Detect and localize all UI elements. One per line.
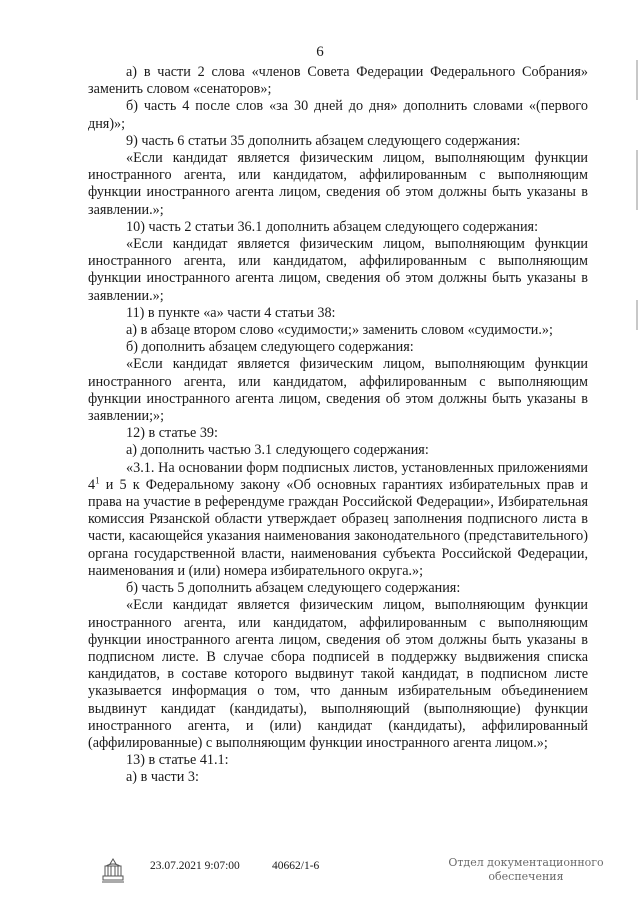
paragraph: 12) в статье 39: (126, 425, 218, 442)
document-body (88, 64, 588, 787)
paragraph: а) дополнить частью 3.1 следующего содержания: (126, 442, 429, 459)
clause-3-1-start: «3.1. На основании форм подписных листов, установленных приложениями 4 (88, 459, 588, 493)
footer-doc-number: 40662/1-6 (272, 860, 320, 872)
paragraph: 13) в статье 41.1: (126, 752, 229, 769)
scan-margin-mark (636, 300, 638, 330)
paragraph-quote: «Если кандидат является физическим лицом, выполняющим функции иностранного агента, или кандидатом, аффилированным с выполняющим функции иностранного агента лицом, сведения об этом должны быть указаны в заявлении.»; (88, 236, 588, 304)
paragraph: 10) часть 2 статьи 36.1 дополнить абзацем следующего содержания: (126, 218, 539, 235)
paragraph: а) в части 3: (126, 769, 199, 786)
paragraph: 11) в пункте «а» части 4 статьи 38: (126, 304, 336, 321)
paragraph: а) в части 2 слова «членов Совета Федерации Федерального Собрания» заменить словом «сенаторов»; (88, 64, 588, 98)
superscript: 1 (95, 475, 100, 486)
paragraph: б) часть 5 дополнить абзацем следующего содержания: (126, 580, 461, 597)
stamp-line: Отдел документационного (448, 856, 604, 869)
scan-margin-mark (636, 60, 638, 100)
scan-margin-mark (636, 150, 638, 210)
clause-3-1-rest: и 5 к Федеральному закону «Об основных гарантиях избирательных прав и права на участие в референдуме граждан Российской Федерации», Избирательная комиссия Рязанской области утверждает образец заполнения подписного листа в части, касающейся указания наименования законодательного (представительного) органа государственной власти, наименования субъекта Российской Федерации, наименования и (или) номера избирательного округа.»; (88, 476, 588, 579)
footer-datetime: 23.07.2021 9:07:00 (150, 860, 240, 872)
clause-3-1 (88, 460, 588, 580)
paragraph-quote: «Если кандидат является физическим лицом, выполняющим функции иностранного агента, или кандидатом, аффилированным с выполняющим функции иностранного агента лицом, сведения об этом должны быть указаны в подписном листе. В случае сбора подписей в поддержку выдвижения списка кандидатов, в составе которого выдвинут такой кандидат, в подписном листе указывается информация о том, что данным избирательным объединением выдвинут кандидат (кандидаты), выполняющий (выполняющие) функции иностранного агента, и (или) кандидат (кандидаты), аффилированный (аффилированные) с выполняющим функции иностранного агента лицом.»; (88, 597, 588, 751)
department-stamp (446, 856, 606, 884)
emblem-icon (98, 856, 128, 886)
paragraph-quote: «Если кандидат является физическим лицом, выполняющим функции иностранного агента, или кандидатом, аффилированным с выполняющим функции иностранного агента лицом, сведения об этом должны быть указаны в заявлении;»; (88, 356, 588, 425)
paragraph: а) в абзаце втором слово «судимости;» заменить словом «судимости.»; (126, 322, 553, 339)
stamp-line: обеспечения (488, 870, 564, 883)
paragraph: б) часть 4 после слов «за 30 дней до дня» дополнить словами «(первого дня)»; (88, 98, 588, 132)
paragraph-quote: «Если кандидат является физическим лицом, выполняющим функции иностранного агента, или кандидатом, аффилированным с выполняющим функции иностранного агента лицом, сведения об этом должны быть указаны в заявлении.»; (88, 150, 588, 218)
paragraph: б) дополнить абзацем следующего содержания: (126, 339, 414, 356)
page-number: 6 (316, 44, 324, 60)
paragraph: 9) часть 6 статьи 35 дополнить абзацем следующего содержания: (126, 132, 521, 149)
